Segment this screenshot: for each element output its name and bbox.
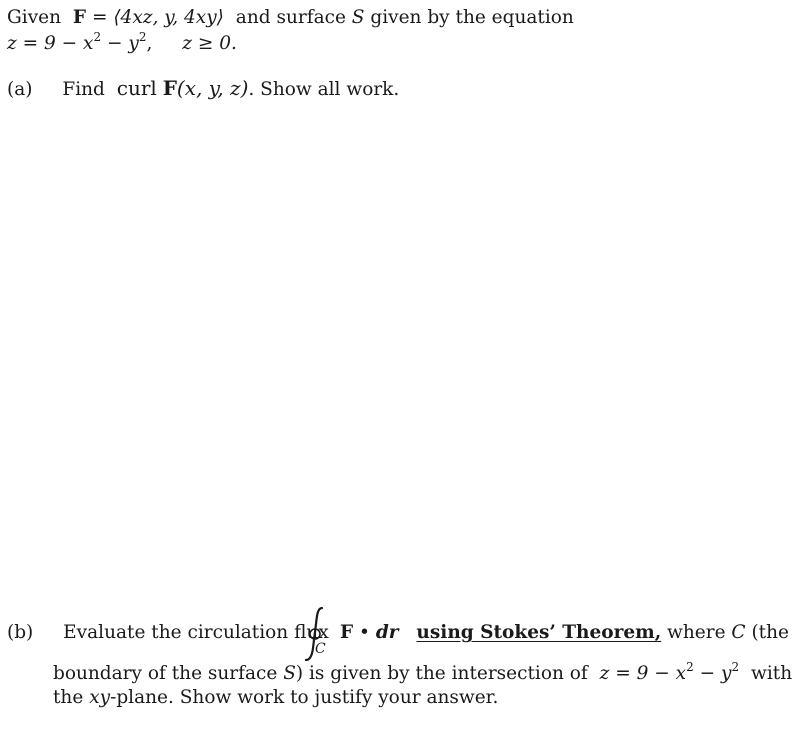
intro-line-1 [7,6,574,30]
curve-C: C [731,622,746,643]
surface-S: S [351,7,365,28]
show-work-text: . Show all work. [248,79,400,100]
surface-S-ref: S [283,663,296,684]
integrand-dr: dr [375,622,399,643]
evaluate-text: Evaluate the circulation flux [63,622,329,643]
dot-product: • [359,622,370,643]
part-a-label: (a) [7,79,33,100]
intro-line-2: $z = 9 - x^2 - y^2$, z ≥ 0. [7,30,237,54]
the-paren: (the [751,622,789,643]
surface-equation: z = 9 − x [7,33,94,54]
vector-components: ⟨4xz, y, 4xy⟩ [113,7,224,28]
integrand-F: F [340,622,354,643]
stokes-theorem-text: using Stokes’ Theorem, [416,622,662,643]
paraboloid-equation-y: − y [693,663,732,684]
given-by-text: given by the equation [370,7,574,28]
the-word: the [53,687,84,708]
vector-field-F: F [72,7,87,28]
find-word: Find [62,79,105,100]
part-b-label: (b) [7,622,34,643]
where-word: where [667,622,726,643]
part-b-line-1 [7,621,329,645]
integral-subscript-C: C [315,641,326,657]
and-surface-text: and surface [235,7,346,28]
curl-args: (x, y, z) [176,76,249,100]
given-word: Given [7,7,62,28]
intersection-text: ) is given by the intersection of [295,663,588,684]
paraboloid-equation: z = 9 − x [599,663,687,684]
equals-sign: = [91,7,108,28]
part-a-line [7,76,399,102]
part-b-line-1b [340,621,789,645]
z-constraint: z ≥ 0. [182,33,237,54]
justify-text: -plane. Show work to justify your answer. [110,687,499,708]
boundary-text: boundary of the surface [53,663,278,684]
part-b-line-2: boundary of the surface S) is given by the intersection of $z = 9 - x^2 - y^2$ with [53,660,793,684]
comma: , [146,33,153,54]
surface-equation-y: − y [101,33,139,54]
curl-operator: curl [116,76,157,100]
xy-plane-symbol: xy [89,687,111,708]
curl-F: F [162,76,177,100]
part-b-line-3 [53,686,498,710]
with-word: with [751,663,793,684]
